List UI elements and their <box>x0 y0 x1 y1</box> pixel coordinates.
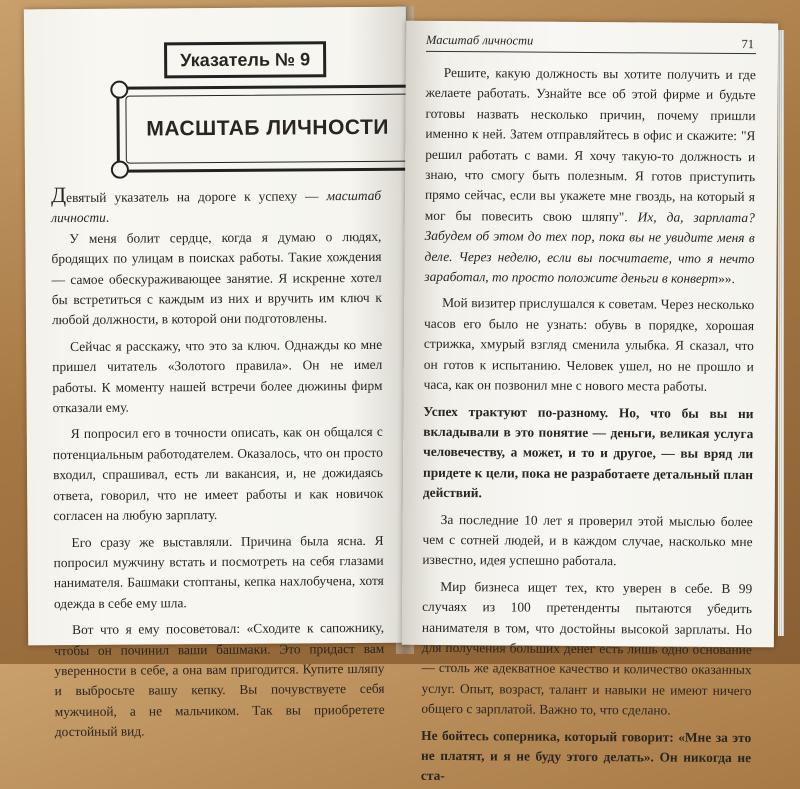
bold-callout: Успех трактуют по-разному. Но, что бы вы ни вкладывали в это понятие — деньги, великая услуга человечеству, а может, и то и другое, — вы вряд ли придете к цели, пока не разработаете детальный план действий. <box>422 403 754 501</box>
paragraph: Его сразу же выставляли. Причина была ясна. Я попросил мужчину встать и посмотреть на себя глазами нанимателя. Башмаки стоптаны, кепка нахлобучена, хотя одежда в себе ему шла. <box>53 532 384 611</box>
pointer-label-box <box>164 41 326 78</box>
pointer-label: Указатель № 9 <box>180 48 311 70</box>
paragraph: Сейчас я расскажу, что это за ключ. Однажды ко мне пришел читатель «Золотого правила». Он не имел работы. К моменту нашей встречи более дюжины фирм отказали ему. <box>52 336 383 416</box>
chapter-title: МАСШТАБ ЛИЧНОСТИ <box>146 115 390 141</box>
paragraph: Мой визитер прислушался к советам. Через несколько часов его было не узнать: обувь в порядке, хорошая стрижка, хмурый взгляд сменила улыбка. Я сказал, что он готов к испытанию. Человек ушел, но не прошло и часа, как он позвонил мне с нового места работы. <box>423 295 755 394</box>
left-page <box>24 7 410 740</box>
page-edge <box>778 30 784 636</box>
paragraph: Мир бизнеса ищет тех, кто уверен в себе. В 99 случаях из 100 претенденты пытаются убедить нанимателя в том, что достойны высокой зарплаты. Но для получения больших денег есть лишь одно основание — столь же адекватное качество и количество оказанных услуг. Опыт, возраст, талант и навыки не имеют ничего общего с зарплатой. Важно то, что сделано. <box>421 578 753 718</box>
running-head-title: Масштаб личности <box>426 32 534 48</box>
frame-corner-ornament <box>111 161 129 179</box>
left-body-text <box>50 182 385 743</box>
paragraph: Девятый указатель на дороге к успеху — масштаб личности. <box>50 182 382 226</box>
page-number: 71 <box>741 37 755 52</box>
bold-callout: Не бойтесь соперника, который говорит: «Мне за это не платят, и я не буду этого делать». Он никогда не ста- <box>420 727 752 784</box>
chapter-title-frame <box>116 85 419 173</box>
right-page <box>402 21 778 784</box>
frame-corner-ornament <box>110 81 128 99</box>
running-head <box>426 33 756 54</box>
paragraph: За последние 10 лет я проверил этой мыслью более чем с сотней людей, и в каждом случае, насколько мне известно, идея успешно работала. <box>422 511 753 569</box>
drop-cap: Д <box>50 182 67 208</box>
right-body-text <box>421 63 756 789</box>
paragraph: Решите, какую должность вы хотите получить и где желаете работать. Узнайте все об этой фирме и будьте готовы назвать несколько причин, почему пришли именно к ней. Затем отправляйтесь в офис и скажите: "Я решил работать с вами. Я хочу такую-то должность и знаю, что смогу быть полезным. Я готов приступить прямо сейчас, если вы укажете мне гвоздь, на который я мог бы повесить свою шляпу". Их, да, зарплата? Забудем об этом до тех пор, пока вы не увидите меня в деле. Через неделю, если вы посчитаете, что я нечто заработал, то просто положите деньги в конверт»». <box>424 64 756 287</box>
paragraph: Я попросил его в точности описать, как он общался с потенциальным работодателем. Оказалось, что он просто входил, спрашивал, есть ли вакансия, и, не дожидаясь ответа, говорил, что не имеет работы и как новичок согласен на любую зарплату. <box>52 424 384 524</box>
paragraph: Вот что я ему посоветовал: «Сходите к сапожнику, чтобы он починил ваши башмаки. Это придаст вам уверенности в себе, а она вам пригодится. Купите шляпу и выбросьте вашу кепку. Вы почувствуете себя мужчиной, а не мальчиком. Так вы приобретете достойный вид. <box>54 619 385 740</box>
paragraph: У меня болит сердце, когда я думаю о людях, бродящих по улицам в поисках работы. Такие хождения — самое обескураживающее занятие. Я искренне хотел бы встретиться с каждым из них и вручить им ключ к любой должности, в которой они подготовлены. <box>51 228 382 328</box>
